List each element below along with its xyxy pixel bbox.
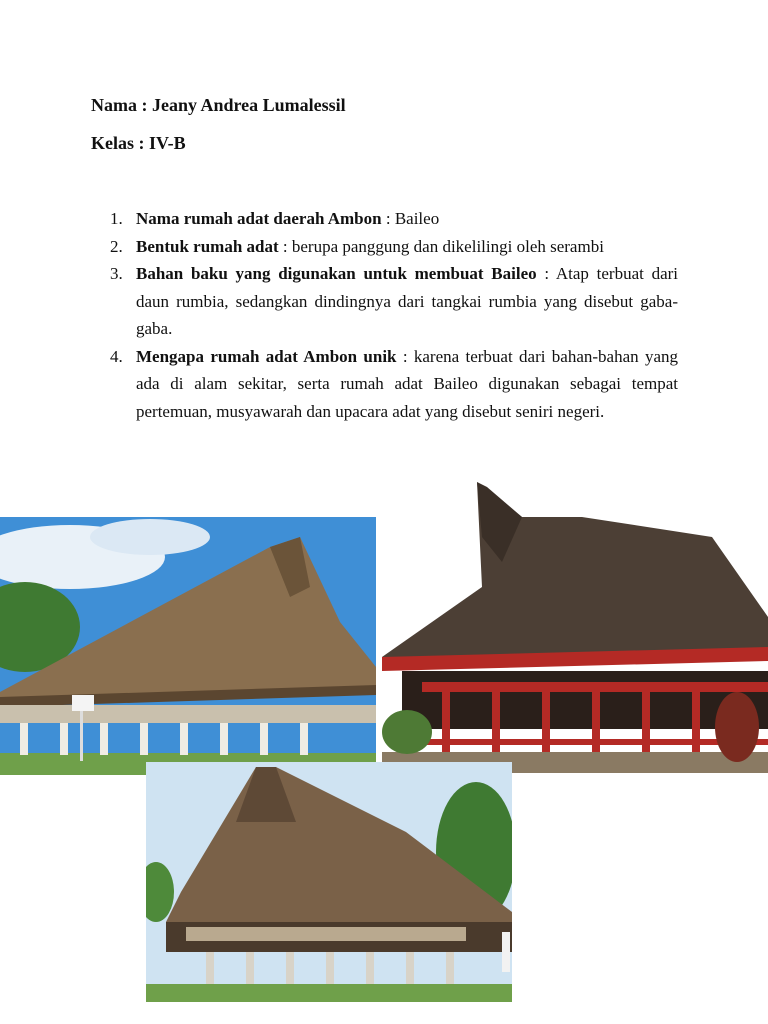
item-number: 1. — [110, 209, 123, 228]
baileo-photo-1 — [0, 517, 376, 775]
baileo-photo-3 — [146, 762, 512, 1002]
item-text: : berupa panggung dan dikelilingi oleh serambi — [278, 236, 604, 256]
item-term: Bahan baku yang digunakan untuk membuat Baileo — [136, 264, 537, 283]
item-number: 3. — [110, 264, 123, 283]
baileo-photo-2 — [382, 477, 768, 773]
list-item — [110, 260, 678, 343]
item-text: : Atap terbuat dari daun rumbia, sedangkan dindingnya dari tangkai rumbia yang disebut gaba-gaba. — [136, 264, 679, 338]
item-term: Nama rumah adat daerah Ambon — [136, 209, 382, 228]
student-name: Nama : Jeany Andrea Lumalessil — [91, 95, 346, 115]
item-text: : karena terbuat dari bahan-bahan yang ada di alam sekitar, serta rumah adat Baileo digunakan sebagai tempat pertemuan, musyawarah dan upacara adat yang disebut seniri negeri. — [136, 346, 678, 421]
list-item — [110, 233, 678, 261]
item-term: Mengapa rumah adat Ambon unik — [136, 346, 397, 366]
item-number: 4. — [110, 346, 123, 366]
list-item — [110, 343, 678, 426]
answer-list — [110, 205, 678, 425]
item-term: Bentuk rumah adat — [136, 236, 279, 256]
item-text: : Baileo — [381, 209, 440, 228]
student-class: Kelas : IV-B — [91, 133, 186, 153]
list-item — [110, 205, 678, 233]
item-number: 2. — [110, 236, 123, 256]
